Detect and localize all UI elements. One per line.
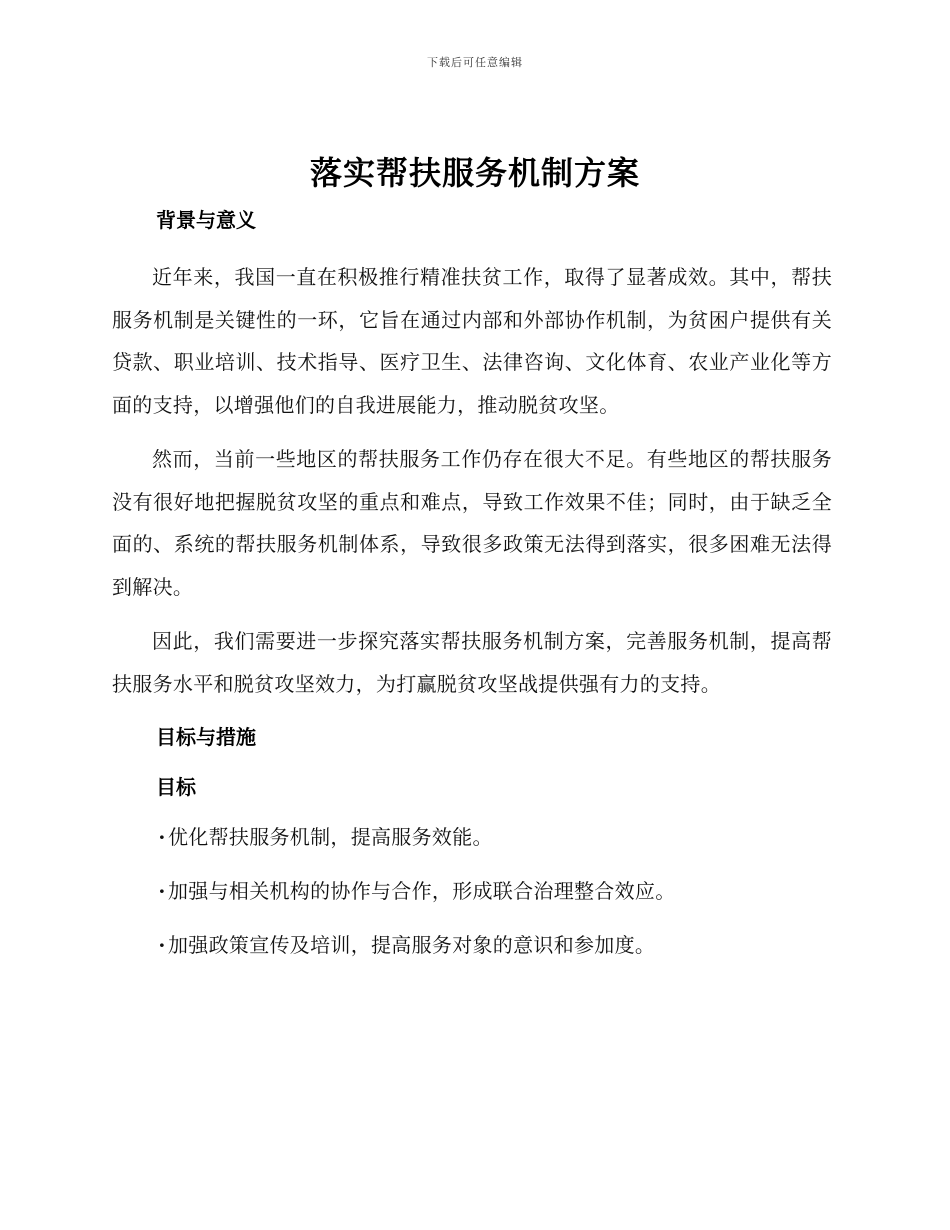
measures-heading: 目标与措施: [156, 725, 256, 749]
bullet-dot-icon: ·: [158, 933, 166, 957]
goal-item: [156, 927, 832, 963]
goal-item: [156, 873, 832, 909]
goal-text: 加强与相关机构的协作与合作，形成联合治理整合效应。: [168, 879, 676, 903]
document-body: [112, 202, 832, 981]
header-note: 下载后可任意编辑: [427, 56, 523, 69]
background-heading: 背景与意义: [156, 208, 256, 232]
document-title: 落实帮扶服务机制方案: [309, 154, 640, 192]
goal-text: 优化帮扶服务机制，提高服务效能。: [168, 825, 493, 849]
goal-text: 加强政策宣传及培训，提高服务对象的意识和参加度。: [168, 933, 656, 957]
goal-item: [156, 819, 832, 855]
background-paragraph: 然而，当前一些地区的帮扶服务工作仍存在很大不足。有些地区的帮扶服务没有很好地把握脱贫攻坚的重点和难点，导致工作效果不佳；同时，由于缺乏全面的、系统的帮扶服务机制体系，导致很多政策无法得到落实，很多困难无法得到解决。: [112, 447, 832, 599]
bullet-dot-icon: ·: [158, 879, 166, 903]
goals-list: [112, 819, 832, 963]
background-paragraph: 因此，我们需要进一步探究落实帮扶服务机制方案，完善服务机制，提高帮扶服务水平和脱贫攻坚效力，为打赢脱贫攻坚战提供强有力的支持。: [112, 629, 832, 696]
background-paragraph: 近年来，我国一直在积极推行精准扶贫工作，取得了显著成效。其中，帮扶服务机制是关键性的一环，它旨在通过内部和外部协作机制，为贫困户提供有关贷款、职业培训、技术指导、医疗卫生、法律咨询、文化体育、农业产业化等方面的支持，以增强他们的自我进展能力，推动脱贫攻坚。: [112, 265, 832, 417]
goals-heading: 目标: [156, 775, 196, 799]
bullet-dot-icon: ·: [158, 825, 166, 849]
